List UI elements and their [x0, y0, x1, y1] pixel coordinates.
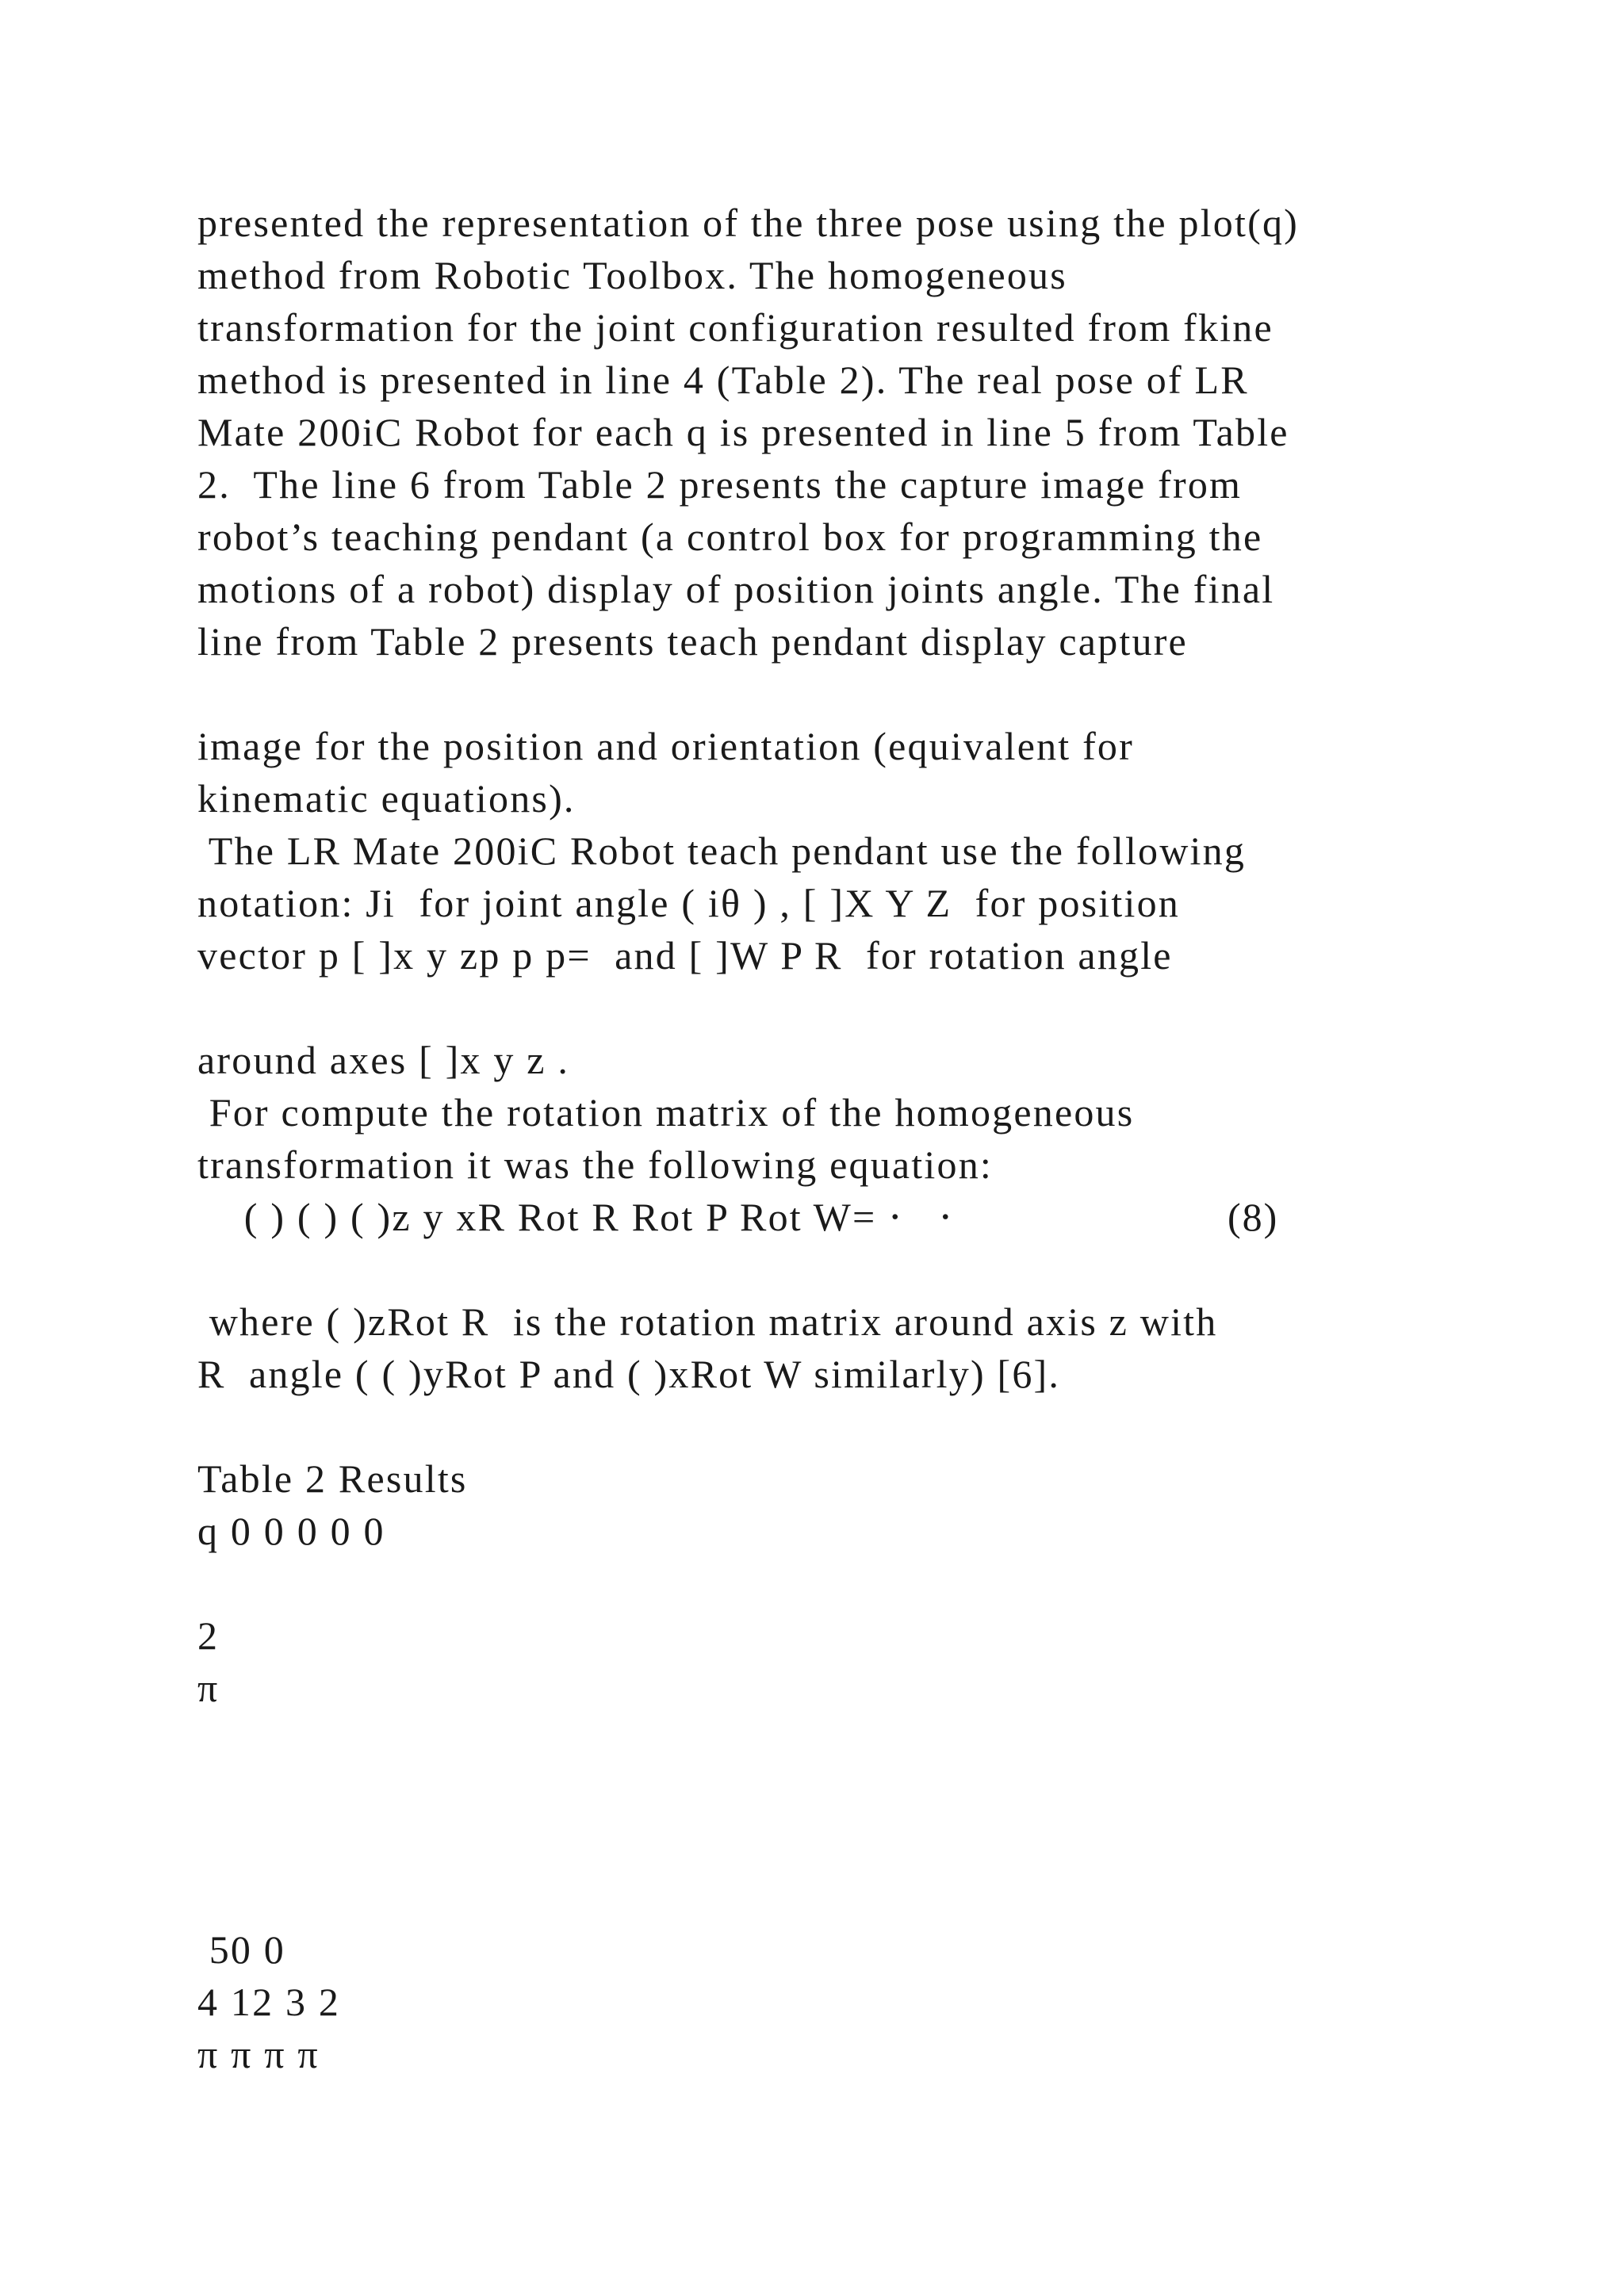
text-line: For compute the rotation matrix of the homogeneous [197, 1090, 1135, 1135]
text-line: Mate 200iC Robot for each q is presented in line 5 from Table [197, 410, 1289, 454]
text-line: transformation for the joint configuration resulted from fkine [197, 305, 1274, 350]
equation-line: ( ) ( ) ( )z y xR Rot R Rot P Rot W= ⋅ ⋅ [197, 1195, 954, 1239]
text-line: q 0 0 0 0 0 [197, 1509, 385, 1553]
text-line: π π π π [197, 2032, 320, 2076]
text-line: motions of a robot) display of position joints angle. The final [197, 567, 1275, 611]
text-line: around axes [ ]x y z . [197, 1038, 570, 1082]
equation-number: (8) [1228, 1195, 1279, 1239]
text-line: line from Table 2 presents teach pendant display capture [197, 619, 1188, 664]
text-line: The LR Mate 200iC Robot teach pendant use the following [197, 828, 1247, 873]
text-line: 50 0 [197, 1927, 285, 1972]
text-line: π [197, 1666, 220, 1710]
text-line: where ( )zRot R is the rotation matrix around axis z with [197, 1299, 1218, 1344]
text-line: 2. The line 6 from Table 2 presents the capture image from [197, 462, 1243, 507]
text-line: image for the position and orientation (equivalent for [197, 724, 1134, 768]
text-line: method from Robotic Toolbox. The homogeneous [197, 253, 1067, 297]
text-line: vector p [ ]x y zp p p= and [ ]W P R for rotation angle [197, 933, 1173, 978]
text-line: presented the representation of the three pose using the plot(q) [197, 201, 1299, 245]
text-line: robot’s teaching pendant (a control box for programming the [197, 515, 1263, 559]
text-line: kinematic equations). [197, 776, 576, 821]
text-line: R angle ( ( )yRot P and ( )xRot W similarly) [6]. [197, 1352, 1061, 1396]
text-line: method is presented in line 4 (Table 2). The real pose of LR [197, 358, 1249, 402]
table-caption: Table 2 Results [197, 1456, 468, 1501]
text-line: 2 [197, 1613, 220, 1658]
text-line: notation: Ji for joint angle ( iθ ) , [ ]X Y Z for position [197, 881, 1180, 925]
text-line: 4 12 3 2 [197, 1980, 341, 2024]
text-line: transformation it was the following equation: [197, 1142, 993, 1187]
